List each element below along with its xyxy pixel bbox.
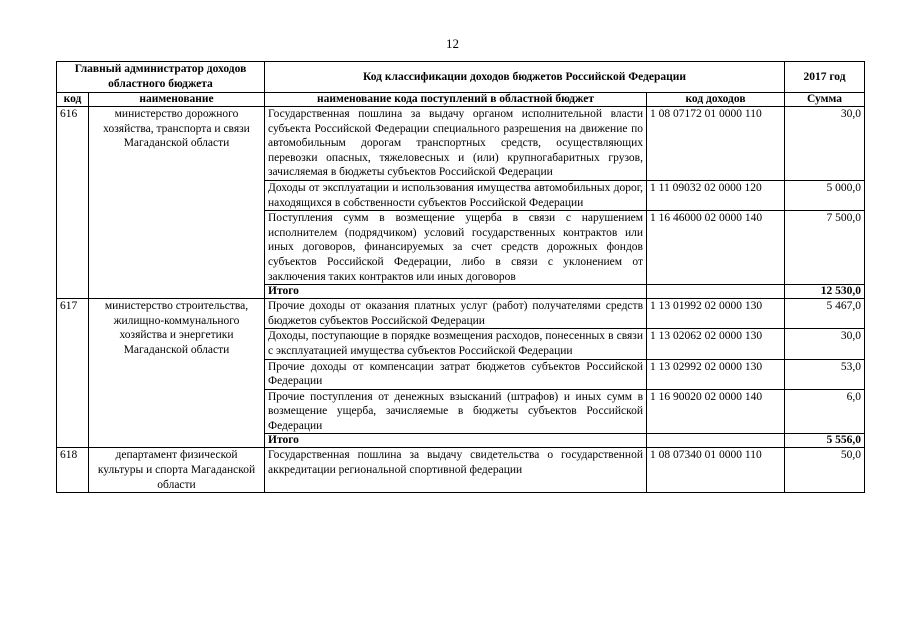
admin-code: 616 xyxy=(57,107,89,299)
income-description: Прочие доходы от компенсации затрат бюджетов субъектов Российской Федерации xyxy=(265,359,647,389)
income-amount: 30,0 xyxy=(785,329,865,359)
income-description: Доходы, поступающие в порядке возмещения расходов, понесенных в связи с эксплуатацией имущества субъектов Российской Федерации xyxy=(265,329,647,359)
income-code: 1 11 09032 02 0000 120 xyxy=(647,180,785,210)
income-code: 1 08 07340 01 0000 110 xyxy=(647,448,785,493)
total-amount: 5 556,0 xyxy=(785,434,865,448)
total-label: Итого xyxy=(265,434,647,448)
income-amount: 5 467,0 xyxy=(785,299,865,329)
table-row xyxy=(57,448,865,493)
income-code: 1 16 90020 02 0000 140 xyxy=(647,389,785,434)
income-amount: 5 000,0 xyxy=(785,180,865,210)
name-column-header: наименование xyxy=(89,93,265,107)
admin-name: департамент физической культуры и спорта Магаданской области xyxy=(89,448,265,493)
income-code: 1 08 07172 01 0000 110 xyxy=(647,107,785,181)
budget-income-table xyxy=(56,61,865,493)
table-header-row xyxy=(57,62,865,93)
income-description: Государственная пошлина за выдачу органом исполнительной власти субъекта Российской Федерации специального разрешения на движение по автомобильным дорогам транспортных средств, осуществляющих перевозки опасных, тяжеловесных и (или) крупногабаритных грузов, зачисляемая в бюджеты субъектов Российской Федерации xyxy=(265,107,647,181)
total-code-empty xyxy=(647,285,785,299)
total-code-empty xyxy=(647,434,785,448)
income-code: 1 13 02992 02 0000 130 xyxy=(647,359,785,389)
sum-column-header: Сумма xyxy=(785,93,865,107)
total-label: Итого xyxy=(265,285,647,299)
income-amount: 7 500,0 xyxy=(785,211,865,285)
income-code: 1 16 46000 02 0000 140 xyxy=(647,211,785,285)
income-description: Доходы от эксплуатации и использования имущества автомобильных дорог, находящихся в собственности субъектов Российской Федерации xyxy=(265,180,647,210)
total-amount: 12 530,0 xyxy=(785,285,865,299)
income-code: 1 13 01992 02 0000 130 xyxy=(647,299,785,329)
admin-name: министерство дорожного хозяйства, транспорта и связи Магаданской области xyxy=(89,107,265,299)
income-amount: 50,0 xyxy=(785,448,865,493)
income-description: Прочие поступления от денежных взысканий (штрафов) и иных сумм в возмещение ущерба, зачисляемые в бюджеты субъектов Российской Федерации xyxy=(265,389,647,434)
income-amount: 6,0 xyxy=(785,389,865,434)
table-row xyxy=(57,107,865,181)
admin-code: 617 xyxy=(57,299,89,448)
year-header: 2017 год xyxy=(785,62,865,93)
table-row xyxy=(57,299,865,329)
classification-header: Код классификации доходов бюджетов Российской Федерации xyxy=(265,62,785,93)
admin-code: 618 xyxy=(57,448,89,493)
income-name-column-header: наименование кода поступлений в областной бюджет xyxy=(265,93,647,107)
income-description: Государственная пошлина за выдачу свидетельства о государственной аккредитации региональной спортивной федерации xyxy=(265,448,647,493)
page-number: 12 xyxy=(446,36,459,51)
income-description: Поступления сумм в возмещение ущерба в связи с нарушением исполнителем (подрядчиком) условий государственных контрактов или иных договоров, финансируемых за счет средств дорожных фондов субъектов Российской Федерации, либо в связи с уклонением от заключения таких контрактов или иных договоров xyxy=(265,211,647,285)
income-amount: 53,0 xyxy=(785,359,865,389)
code-column-header: код xyxy=(57,93,89,107)
income-description: Прочие доходы от оказания платных услуг (работ) получателями средств бюджетов субъектов Российской Федерации xyxy=(265,299,647,329)
admin-name: министерство строительства, жилищно-коммунального хозяйства и энергетики Магаданской области xyxy=(89,299,265,448)
income-amount: 30,0 xyxy=(785,107,865,181)
admin-group-header: Главный администратор доходов областного бюджета xyxy=(57,62,265,93)
income-code: 1 13 02062 02 0000 130 xyxy=(647,329,785,359)
income-code-column-header: код доходов xyxy=(647,93,785,107)
table-subheader-row xyxy=(57,93,865,107)
